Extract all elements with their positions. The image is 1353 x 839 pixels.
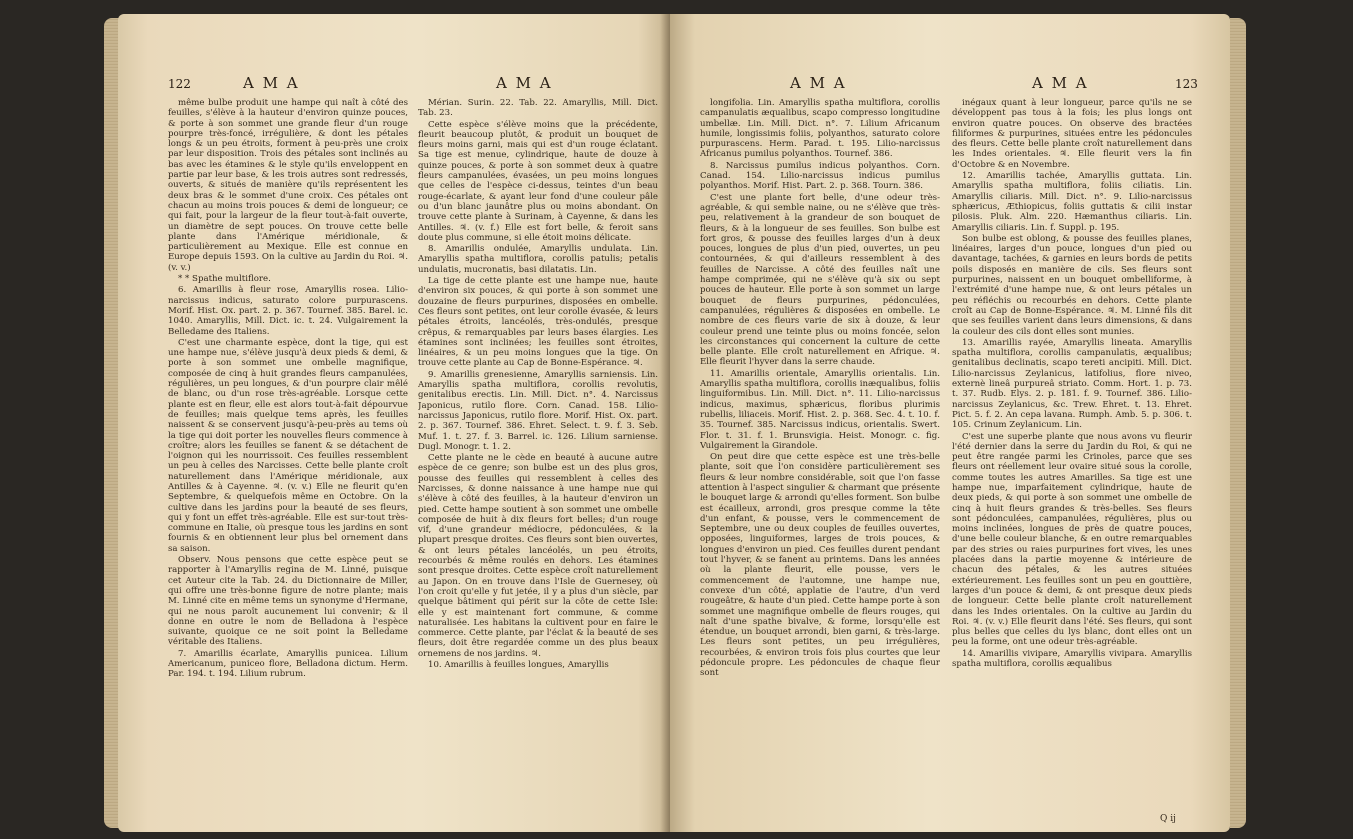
paragraph: longifolia. Lin. Amaryllis spatha multiflora, corollis campanulatis æqualibus, scapo compresso longitudine umbellæ. Lin. Mill. Dict. n°. 7. Lilium Africanum humile, longissimis foliis, polyanthos, saturato colore purpurascens. Herm. Parad. t. 195. Lilio-narcissus Africanus pumilus polyanthos. Tournef. 386. [700,98,940,160]
left-head-right: A M A [496,74,553,92]
paragraph: On peut dire que cette espèce est une très-belle plante, soit que l'on considère particulièrement ses fleurs & leur nombre considérable, soit que l'on fasse attention à l'aspect singulier & charmant que présente le bouquet large & arrondi qu'elles forment. Son bulbe est écailleux, arrondi, gros presque comme la tête d'un enfant, & pousse, vers le commencement de Septembre, une ou deux couples de feuilles ouvertes, opposées, linguiformes, larges de trois pouces, & longues d'environ un pied. Ces feuilles durent pendant tout l'hyver, & se fanent au printems. Dans les années où la plante fleurit, elle pousse, vers le commencement de l'automne, une hampe nue, convexe d'un côté, applatie de l'autre, d'un verd rougeâtre, & haute d'un pied. Cette hampe porte à son sommet une magnifique ombelle de fleurs rouges, qui naît d'une spathe bivalve, & forme, lorsqu'elle est étendue, un bouquet arrondi, bien garni, & très-large. Les fleurs sont petites, un peu irrégulières, recourbées, & environ trois fois plus courtes que leur pédoncule propre. Les pédoncules de chaque fleur sont [700,452,940,679]
paragraph: Son bulbe est oblong, & pousse des feuilles planes, linéaires, larges d'un pouce, longues d'un pied ou davantage, tachées, & garnies en leurs bords de petits poils disposés en manière de cils. Ses fleurs sont purpurines, naissent en un bouquet ombelliforme, à l'extrémité d'une hampe nue, & ont leurs pétales un peu réfléchis ou recourbés en dehors. Cette plante croît au Cap de Bonne-Espérance. ♃. M. Linné fils dit que ses feuilles varient dans leurs dimensions, & dans la couleur des cils dont elles sont munies. [952,233,1192,337]
left-head-left: A M A [243,74,300,92]
paragraph: 14. Amarillis vivipare, Amaryllis vivipara. Amaryllis spatha multiflora, corollis æqualibus [952,648,1192,670]
paragraph: 6. Amarillis à fleur rose, Amaryllis rosea. Lilio-narcissus indicus, saturato colore purpurascens. Morif. Hist. Ox. part. 2. p. 367. Tournef. 385. Barel. ic. 1040. Amaryllis, Mill. Dict. ic. t. 24. Vulgairement la Belledame des Italiens. [168,285,408,337]
right-page-number: 123 [1175,77,1198,91]
paragraph: même bulbe produit une hampe qui naît à côté des feuilles, s'élève à la hauteur d'environ quinze pouces, & porte à son sommet une grande fleur d'un rouge pourpre très-foncé, irrégulière, & dont les pétales longs & un peu étroits, forment à peu-près une croix par leur disposition. Trois des pétales sont inclinés au bas avec les étamines & le style qu'ils enveloppent en partie par leur base, & les trois autres sont redressés, ouverts, & situés de manière qu'ils représentent les deux bras & le sommet d'une croix. Ces pétales ont chacun au moins trois pouces & demi de longueur; ce qui fait, pour la largeur de la fleur tout-à-fait ouverte, un diamètre de sept pouces. On trouve cette belle plante dans l'Amérique méridionale, & particulièrement au Mexique. Elle est connue en Europe depuis 1593. On la cultive au Jardin du Roi. ♃. (v. v.) [168,98,408,273]
paragraph: La tige de cette plante est une hampe nue, haute d'environ six pouces, & qui porte à son sommet une douzaine de fleurs purpurines, disposées en ombelle. Ces fleurs sont petites, ont leur corolle évasée, & leurs pétales étroits, lancéolés, très-ondulés, presque crêpus, & remarquables par leurs bases élargies. Les étamines sont inclinées; les feuilles sont étroites, linéaires, & un peu moins longues que la tige. On trouve cette plante au Cap de Bonne-Espérance. ♃. [418,276,658,369]
paragraph: C'est une superbe plante que nous avons vu fleurir l'été dernier dans la serre du Jardin du Roi, & qui ne peut être rangée parmi les Crinoles, parce que ses fleurs ont réellement leur ovaire situé sous la corolle, comme toutes les autres Amarilles. Sa tige est une hampe nue, imparfaitement cylindrique, haute de deux pieds, & qui porte à son sommet une ombelle de cinq à huit fleurs grandes & très-belles. Ses fleurs sont pédonculées, campanulées, régulières, plus ou moins inclinées, longues de près de quatre pouces, d'une belle couleur blanche, & en outre remarquables par des stries ou raies purpurines fort vives, les unes placées dans la partie moyenne & intérieure de chacun des pétales, & les autres situées extérieurement. Les feuilles sont un peu en gouttière, larges d'un pouce & demi, & ont presque deux pieds de longueur. Cette belle plante croît naturellement dans les Indes orientales. On la cultive au Jardin du Roi. ♃. (v. v.) Elle fleurit dans l'été. Ses fleurs, qui sont plus belles que celles du lys blanc, dont elles ont un peu la forme, ont une odeur très-agréable. [952,431,1192,648]
right-head-left: A M A [790,74,847,92]
left-column-2 [418,98,658,828]
page-edges-right [1230,18,1246,828]
paragraph: 9. Amarillis grenesienne, Amaryllis sarniensis. Lin. Amaryllis spatha multiflora, corollis revolutis, genitalibus erectis. Lin. Mill. Dict. n°. 4. Narcissus Japonicus, rutilo flore. Corn. Canad. 158. Lilio-narcissus Japonicus, rutilo flore. Morif. Hist. Ox. part. 2. p. 367. Tournef. 386. Ehret. Select. t. 9. f. 3. Seb. Muf. 1. t. 27. f. 3. Barrel. ic. 126. Lilium sarniense. Dugl. Monogr. t. 1. 2. [418,369,658,452]
paragraph: Mérian. Surin. 22. Tab. 22. Amaryllis, Mill. Dict. Tab. 23. [418,98,658,119]
paragraph: 8. Narcissus pumilus indicus polyanthos. Corn. Canad. 154. Lilio-narcissus indicus pumilus polyanthos. Morif. Hist. Part. 2. p. 368. Tourn. 386. [700,160,940,192]
left-column-1 [168,98,408,828]
signature-mark: Q ij [1160,814,1176,824]
paragraph: 12. Amarillis tachée, Amaryllis guttata. Lin. Amaryllis spatha multiflora, foliis ciliatis. Lin. Amaryllis ciliaris. Mill. Dict. n°. 9. Lilio-narcissus sphæricus, Æthiopicus, foliis guttatis & cilii instar pilosis. Pluk. Alm. 220. Hæmanthus ciliaris. Lin. Amaryllis ciliaris. Lin. f. Suppl. p. 195. [952,171,1192,233]
paragraph: C'est une charmante espèce, dont la tige, qui est une hampe nue, s'élève jusqu'à deux pieds & demi, & porte à son sommet une ombelle magnifique, composée de cinq à huit grandes fleurs campanulées, régulières, un peu longues, & d'un pourpre clair mêlé de blanc, ou d'un rose très-agréable. Lorsque cette plante est en fleur, elle est alors tout-à-fait dépourvue de feuilles; mais quelque tems après, les feuilles naissent & se conservent jusqu'à-peu-près au tems où la tige qui doit porter les nouvelles fleurs commence à croître; alors les feuilles se fanent & se détachent de l'oignon qui les nourrissoit. Ces feuilles ressemblent un peu à celles des Narcisses. Cette belle plante croît naturellement dans l'Amérique méridionale, aux Antilles & à Cayenne. ♃. (v. v.) Elle ne fleurit qu'en Septembre, & quelquefois même en Octobre. On la cultive dans les jardins pour la beauté de ses fleurs, qui y font un effet très-agréable. Elle est sur-tout très-commune en Italie, où presque tous les jardins en sont fournis & en obtiennent leur plus bel ornement dans sa saison. [168,337,408,554]
left-page [118,14,670,832]
paragraph: 8. Amarillis ondulée, Amaryllis undulata. Lin. Amaryllis spatha multiflora, corollis patulis; petalis undulatis, mucronatis, basi dilatatis. Lin. [418,244,658,275]
paragraph: inégaux quant à leur longueur, parce qu'ils ne se développent pas tous à la fois; les plus longs ont environ quatre pouces. On observe des bractées filiformes & purpurines, situées entre les pédoncules des fleurs. Cette belle plante croît naturellement dans les Indes orientales. ♃. Elle fleurit vers la fin d'Octobre & en Novembre. [952,98,1192,170]
paragraph: 10. Amarillis à feuilles longues, Amaryllis [428,660,609,671]
paragraph: Observ. Nous pensons que cette espèce peut se rapporter à l'Amaryllis regina de M. Linné, puisque cet Auteur cite la Tab. 24. du Dictionnaire de Miller, qui offre une très-bonne figure de notre plante; mais M. Linné cite en même tems un synonyme d'Hermane, qui ne nous paroît aucunement lui convenir; & il donne en outre le nom de Belladona à l'espèce suivante, quoique ce ne soit point la Belledame véritable des Italiens. [168,555,408,648]
right-page [670,14,1230,832]
right-column-1 [700,98,940,828]
right-column-2 [952,98,1192,814]
right-running-head [670,74,1230,96]
paragraph: * * Spathe multiflore. [178,274,271,285]
paragraph: Cette plante ne le cède en beauté à aucune autre espèce de ce genre; son bulbe est un des plus gros, pousse des feuilles qui ressemblent à celles des Narcisses, & donne naissance à une hampe nue qui s'élève à côté des feuilles, à la hauteur d'environ un pied. Cette hampe soutient à son sommet une ombelle composée de huit à dix fleurs fort belles; d'un rouge vif, d'une grandeur médiocre, pédonculées, & la plupart presque droites. Ces fleurs sont bien ouvertes, & ont leurs pétales lancéolés, un peu étroits, recourbés & même roulés en dehors. Les étamines sont presque droites. Cette espèce croît naturellement au Japon. On en trouve dans l'Isle de Guernesey, où l'on croit qu'elle y fut jetée, il y a plus d'un siècle, par quelque bâtiment qui périt sur la côte de cette Isle: elle y est maintenant fort commune, & comme naturalisée. Les habitans la cultivent pour en faire le commerce. Cette plante, par l'éclat & la beauté de ses fleurs, doit être regardée comme un des plus beaux ornemens de nos jardins. ♃. [418,453,658,659]
paragraph: 11. Amarillis orientale, Amaryllis orientalis. Lin. Amaryllis spatha multiflora, corollis inæqualibus, foliis linguiformibus. Lin. Mill. Dict. n°. 11. Lilio-narcissus indicus, maximus, sphæricus, floribus plurimis rubellis, liliaceis. Morif. Hist. 2. p. 368. Sec. 4. t. 10. f. 35. Tournef. 385. Narcissus indicus, orientalis. Swert. Flor. t. 31. f. 1. Brunsvigia. Heist. Monogr. c. fig. Vulgairement la Girandole. [700,368,940,451]
left-running-head [118,74,670,96]
paragraph: Cette espèce s'élève moins que la précédente, fleurit beaucoup plutôt, & produit un bouquet de fleurs moins garni, mais qui est d'un rouge éclatant. Sa tige est menue, cylindrique, haute de douze à quinze pouces, & porte à son sommet deux à quatre fleurs campanulées, évasées, un peu moins longues que celles de l'espèce ci-dessus, teintes d'un beau rouge-écarlate, & ayant leur fond d'une couleur pâle ou d'un blanc jaunâtre plus ou moins abondant. On trouve cette plante à Surinam, à Cayenne, & dans les Antilles. ♃. (v. f.) Elle est fort belle, & feroit sans doute plus commune, si elle étoit moins délicate. [418,119,658,243]
left-page-number: 122 [168,77,191,91]
right-head-right: A M A [1032,74,1089,92]
paragraph: 7. Amarillis écarlate, Amaryllis punicea. Lilium Americanum, puniceo flore, Belladona dictum. Herm. Par. 194. t. 194. Lilium rubrum. [168,648,408,680]
paragraph: C'est une plante fort belle, d'une odeur très-agréable, & qui semble naine, ou ne s'élève que très-peu, relativement à la grandeur de son bouquet de fleurs, & à la longueur de ses feuilles. Son bulbe est fort gros, & pousse des feuilles larges d'un à deux pouces, longues de plus d'un pied, ouvertes, un peu contournées, & qui d'ailleurs ressemblent à des feuilles de Narcisse. A côté des feuilles naît une hampe comprimée, qui ne s'élève qu'à six ou sept pouces de hauteur. Elle porte à son sommet un large bouquet de fleurs purpurines, pédonculées, campanulées, régulières & disposées en ombelle. Le nombre de ces fleurs varie de six à douze, & leur couleur prend une teinte plus ou moins foncée, selon les circonstances qui concernent la culture de cette belle plante. Elle croît naturellement en Afrique. ♃. Elle fleurit l'hyver dans la serre chaude. [700,192,940,368]
paragraph: 13. Amarillis rayée, Amaryllis lineata. Amaryllis spatha multiflora, corollis campanulatis, æqualibus; genitalibus declinatis, scapo tereti ancipiti. Mill. Dict. Lilio-narcissus Zeylanicus, latifolius, flore niveo, externè lineâ purpureâ striato. Comm. Hort. 1. p. 73. t. 37. Rudb. Elys. 2. p. 181. f. 9. Tournef. 386. Lilio-narcissus Zeylanicus, &c. Trew. Ehret. t. 13. Ehret. Pict. 5. f. 2. An cepa lavana. Rumph. Amb. 5. p. 306. t. 105. Crinum Zeylanicum. Lin. [952,337,1192,431]
